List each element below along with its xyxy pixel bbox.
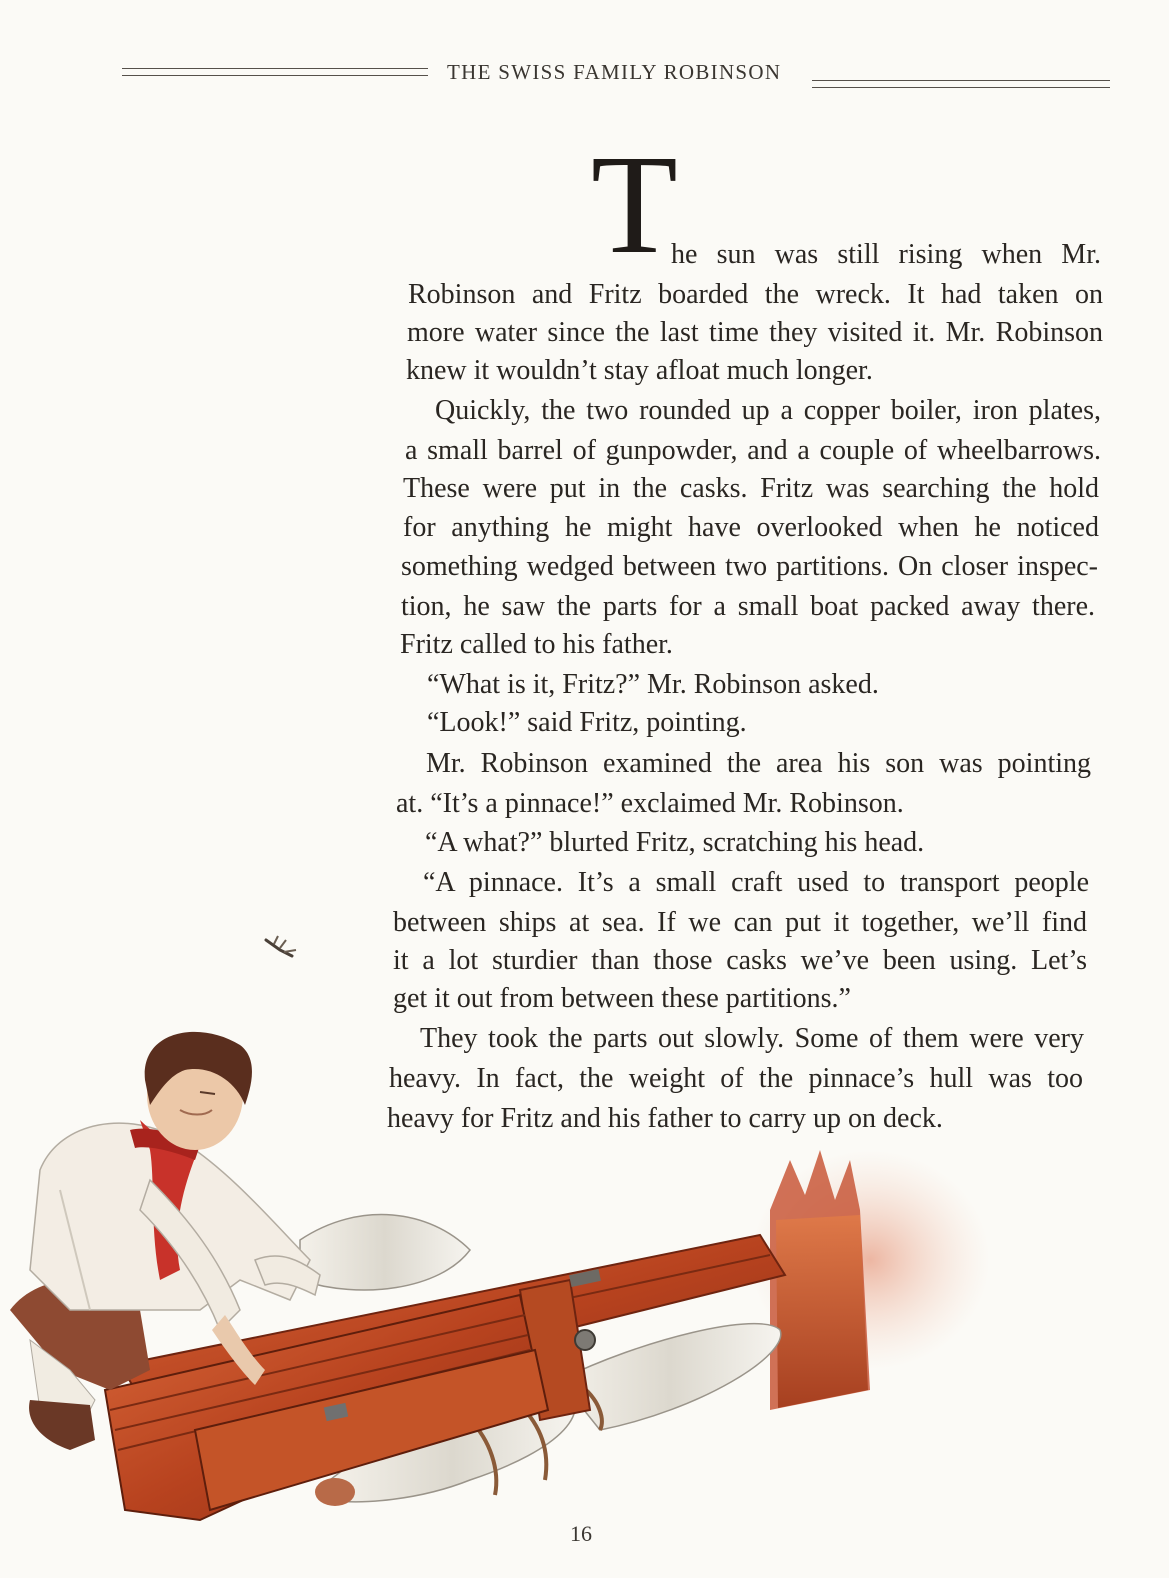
text-line: They took the parts out slowly. Some of them were very <box>420 1023 1084 1054</box>
drop-cap: T <box>591 125 678 283</box>
text-line: “What is it, Fritz?” Mr. Robinson asked. <box>427 669 879 700</box>
text-line: heavy for Fritz and his father to carry up on deck. <box>387 1103 943 1134</box>
text-line: more water since the last time they visited it. Mr. Robinson <box>407 317 1103 348</box>
text-line: Mr. Robinson examined the area his son was pointing <box>426 748 1091 779</box>
text-line: between ships at sea. If we can put it together, we’ll find <box>393 907 1087 938</box>
text-line: Quickly, the two rounded up a copper boiler, iron plates, <box>435 395 1101 426</box>
illustration-fritz-with-boat-parts <box>0 1010 1169 1550</box>
text-line: get it out from between these partitions.” <box>393 983 851 1014</box>
page-number: 16 <box>570 1521 592 1546</box>
header-rule-right <box>812 80 1110 88</box>
text-line: a small barrel of gunpowder, and a couple of wheelbarrows. <box>405 435 1101 466</box>
insect-illustration <box>262 934 302 964</box>
text-line: at. “It’s a pinnace!” exclaimed Mr. Robinson. <box>396 788 904 819</box>
header-rule-left <box>122 68 428 76</box>
text-line: “A what?” blurted Fritz, scratching his head. <box>425 827 925 858</box>
text-line: something wedged between two partitions. On closer inspec- <box>401 551 1098 582</box>
text-line: knew it wouldn’t stay afloat much longer. <box>406 355 873 386</box>
text-line: tion, he saw the parts for a small boat packed away there. <box>401 591 1095 622</box>
text-line: “A pinnace. It’s a small craft used to transport people <box>423 867 1089 898</box>
text-line: These were put in the casks. Fritz was searching the hold <box>403 473 1099 504</box>
running-header-title: THE SWISS FAMILY ROBINSON <box>447 60 782 84</box>
text-line: Robinson and Fritz boarded the wreck. It had taken on <box>408 279 1103 310</box>
running-header <box>122 60 1110 100</box>
text-line: he sun was still rising when Mr. <box>671 239 1101 270</box>
text-line: heavy. In fact, the weight of the pinnace’s hull was too <box>389 1063 1083 1094</box>
text-line: for anything he might have overlooked when he noticed <box>403 512 1099 543</box>
text-line: Fritz called to his father. <box>400 629 673 660</box>
text-line: it a lot sturdier than those casks we’ve been using. Let’s <box>393 945 1087 976</box>
text-line: “Look!” said Fritz, pointing. <box>427 707 747 738</box>
